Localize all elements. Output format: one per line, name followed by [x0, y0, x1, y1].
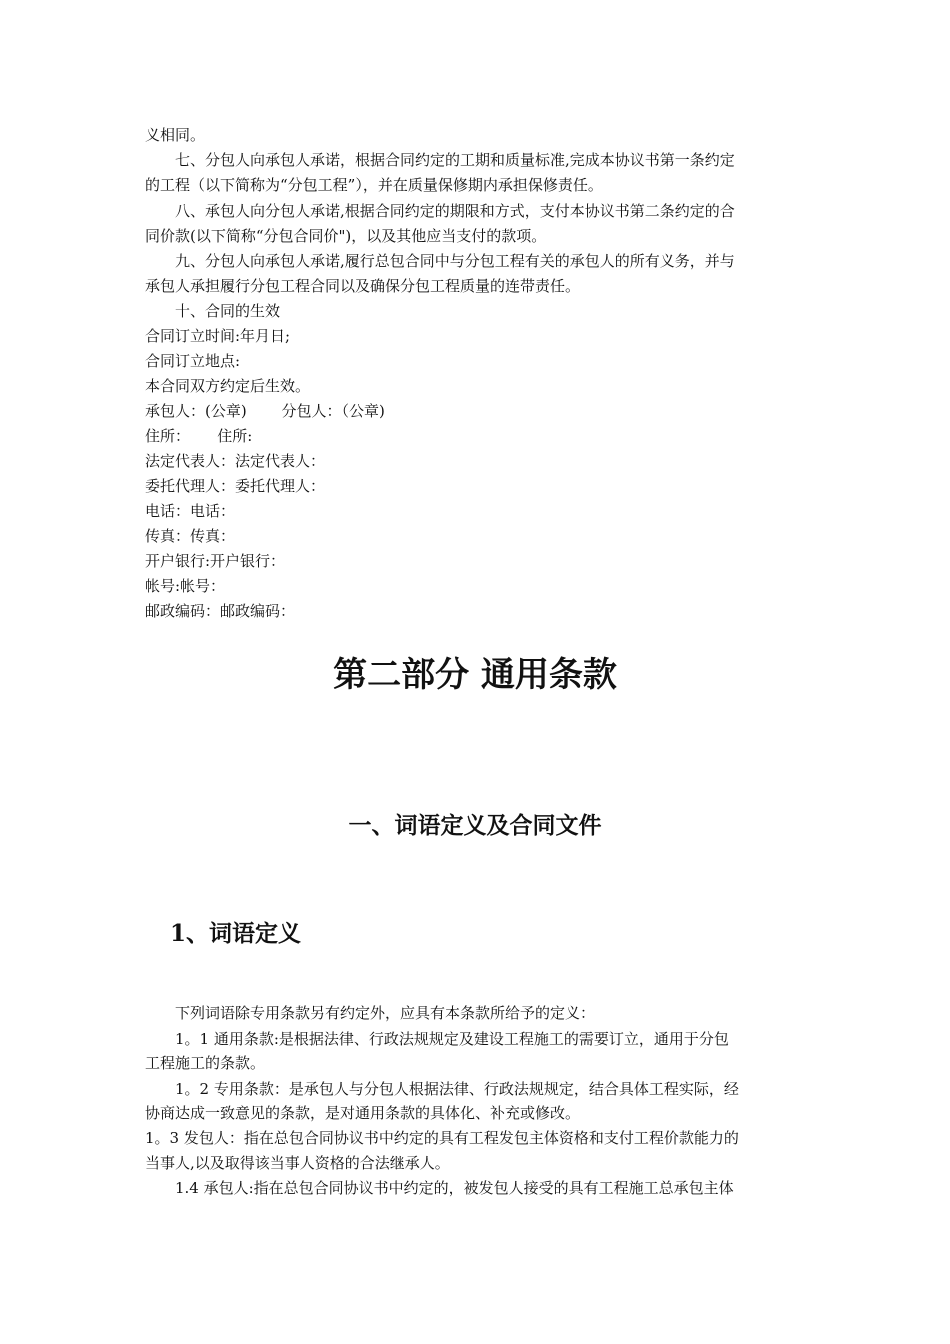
text-line: 帐号:帐号： — [145, 577, 226, 595]
text-line: 1.4 承包人:指在总包合同协议书中约定的，被发包人接受的具有工程施工总承包主体 — [145, 1179, 734, 1197]
text-line: 电话：电话： — [145, 502, 236, 520]
text-line: 1。3 发包人：指在总包合同协议书中约定的具有工程发包主体资格和支付工程价款能力的 — [145, 1129, 739, 1147]
section-title: 一、词语定义及合同文件 — [348, 813, 602, 839]
text-line: 传真：传真： — [145, 527, 236, 545]
text-line: 十、合同的生效 — [145, 302, 281, 320]
text-line: 义相同。 — [145, 126, 206, 144]
text-line: 住所： 住所: — [145, 427, 253, 445]
text-line: 九、分包人向承包人承诺,履行总包合同中与分包工程有关的承包人的所有义务，并与 — [145, 252, 735, 270]
text-line: 1。1 通用条款:是根据法律、行政法规规定及建设工程施工的需要订立，通用于分包 — [145, 1030, 729, 1048]
text-line: 八、承包人向分包人承诺,根据合同约定的期限和方式，支付本协议书第二条约定的合 — [145, 202, 735, 220]
text-line: 七、分包人向承包人承诺，根据合同约定的工期和质量标准,完成本协议书第一条约定 — [145, 151, 735, 169]
text-line: 承包人：(公章) 分包人：（公章) — [145, 402, 385, 420]
text-line: 下列词语除专用条款另有约定外，应具有本条款所给予的定义： — [145, 1004, 596, 1022]
text-line: 本合同双方约定后生效。 — [145, 377, 311, 395]
text-line: 承包人承担履行分包工程合同以及确保分包工程质量的连带责任。 — [145, 277, 581, 295]
part-title: 第二部分 通用条款 — [333, 655, 617, 695]
text-line: 合同订立时间:年月日; — [145, 327, 291, 345]
text-line: 法定代表人：法定代表人： — [145, 452, 326, 470]
text-line: 委托代理人：委托代理人： — [145, 477, 326, 495]
text-line: 的工程（以下简称为“分包工程”），并在质量保修期内承担保修责任。 — [145, 176, 603, 194]
text-line: 当事人,以及取得该当事人资格的合法继承人。 — [145, 1154, 450, 1172]
text-line: 开户银行:开户银行： — [145, 552, 286, 570]
text-line: 同价款(以下简称“分包合同价")，以及其他应当支付的款项。 — [145, 227, 547, 245]
text-line: 合同订立地点: — [145, 352, 241, 370]
text-line: 协商达成一致意见的条款，是对通用条款的具体化、补充或修改。 — [145, 1104, 581, 1122]
text-line: 1。2 专用条款：是承包人与分包人根据法律、行政法规规定，结合具体工程实际，经 — [145, 1080, 739, 1098]
text-line: 邮政编码：邮政编码： — [145, 602, 296, 620]
text-line: 工程施工的条款。 — [145, 1054, 266, 1072]
subsection-title: 1、词语定义 — [170, 920, 302, 947]
